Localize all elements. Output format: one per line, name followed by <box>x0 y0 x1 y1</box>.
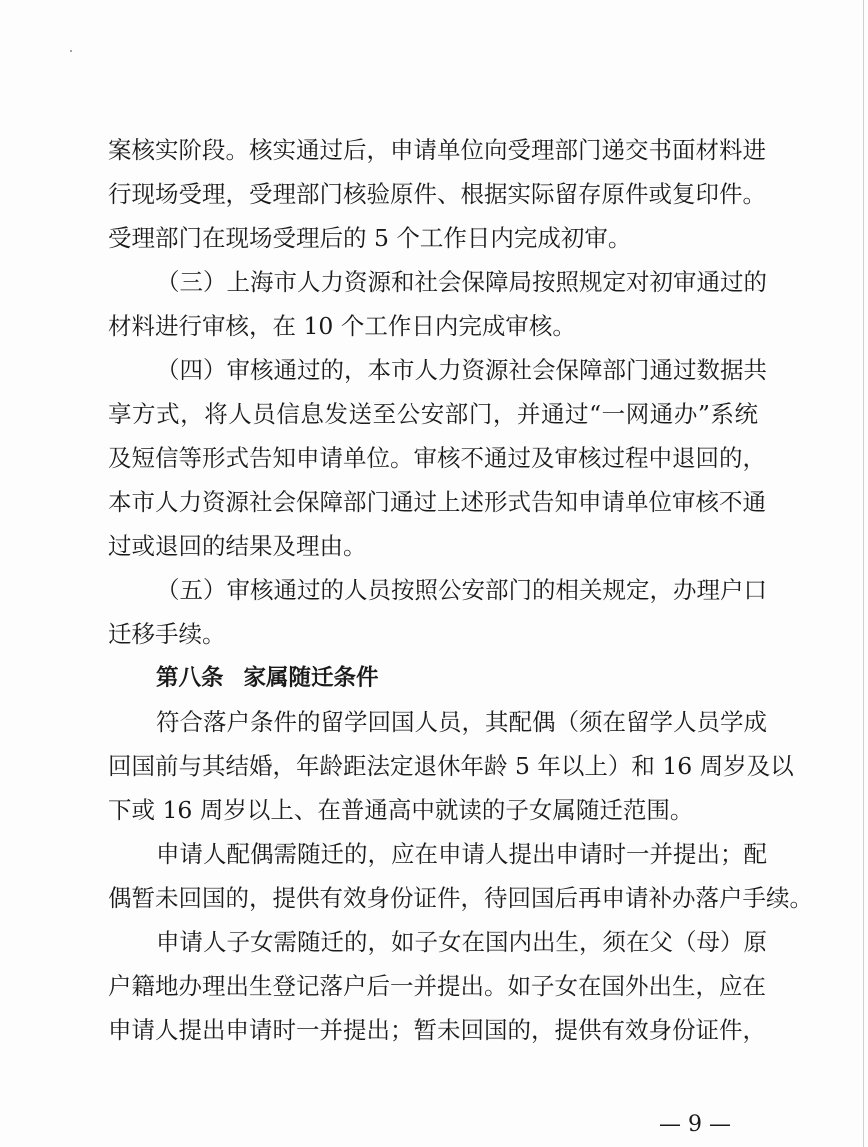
scan-speck <box>70 50 72 52</box>
paragraph-line: 行现场受理，受理部门核验原件、根据实际留存原件或复印件。 <box>108 180 766 208</box>
paragraph-line: （三）上海市人力资源和社会保障局按照规定对初审通过的 <box>156 268 767 296</box>
paragraph-line: 受理部门在现场受理后的 5 个工作日内完成初审。 <box>108 224 632 252</box>
paragraph-line: 案核实阶段。核实通过后，申请单位向受理部门递交书面材料进 <box>108 136 766 164</box>
paragraph-line: 下或 16 周岁以上、在普通高中就读的子女属随迁范围。 <box>108 796 694 824</box>
paragraph-line: 回国前与其结婚，年龄距法定退休年龄 5 年以上）和 16 周岁及以 <box>108 752 794 780</box>
paragraph-line: 符合落户条件的留学回国人员，其配偶（须在留学人员学成 <box>156 708 767 736</box>
article-heading <box>156 658 758 698</box>
article-number: 第八条 <box>156 665 224 691</box>
paragraph-line: 迁移手续。 <box>108 620 226 648</box>
paragraph-line: （四）审核通过的，本市人力资源社会保障部门通过数据共 <box>156 356 767 384</box>
paragraph-line: 及短信等形式告知申请单位。审核不通过及审核过程中退回的， <box>108 444 766 472</box>
paragraph-line: 申请人配偶需随迁的，应在申请人提出申请时一并提出；配 <box>156 840 767 868</box>
paragraph-line: 本市人力资源社会保障部门通过上述形式告知申请单位审核不通 <box>108 488 766 516</box>
article-title: 家属随迁条件 <box>243 665 379 691</box>
paragraph-line: 过或退回的结果及理由。 <box>108 532 367 560</box>
page-number: — 9 — <box>659 1112 731 1137</box>
paragraph-line: （五）审核通过的人员按照公安部门的相关规定，办理户口 <box>156 576 767 604</box>
paragraph-line: 偶暂未回国的，提供有效身份证件，待回国后再申请补办落户手续。 <box>108 884 813 912</box>
paragraph-line: 材料进行审核，在 10 个工作日内完成审核。 <box>108 312 576 340</box>
paragraph-line: 户籍地办理出生登记落户后一并提出。如子女在国外出生，应在 <box>108 972 766 1000</box>
page-edge <box>863 0 864 1147</box>
paragraph-line: 享方式，将人员信息发送至公安部门，并通过“一网通办”系统 <box>108 400 758 428</box>
paragraph-line: 申请人子女需随迁的，如子女在国内出生，须在父（母）原 <box>156 928 767 956</box>
paragraph-line: 申请人提出申请时一并提出；暂未回国的，提供有效身份证件， <box>108 1016 766 1044</box>
